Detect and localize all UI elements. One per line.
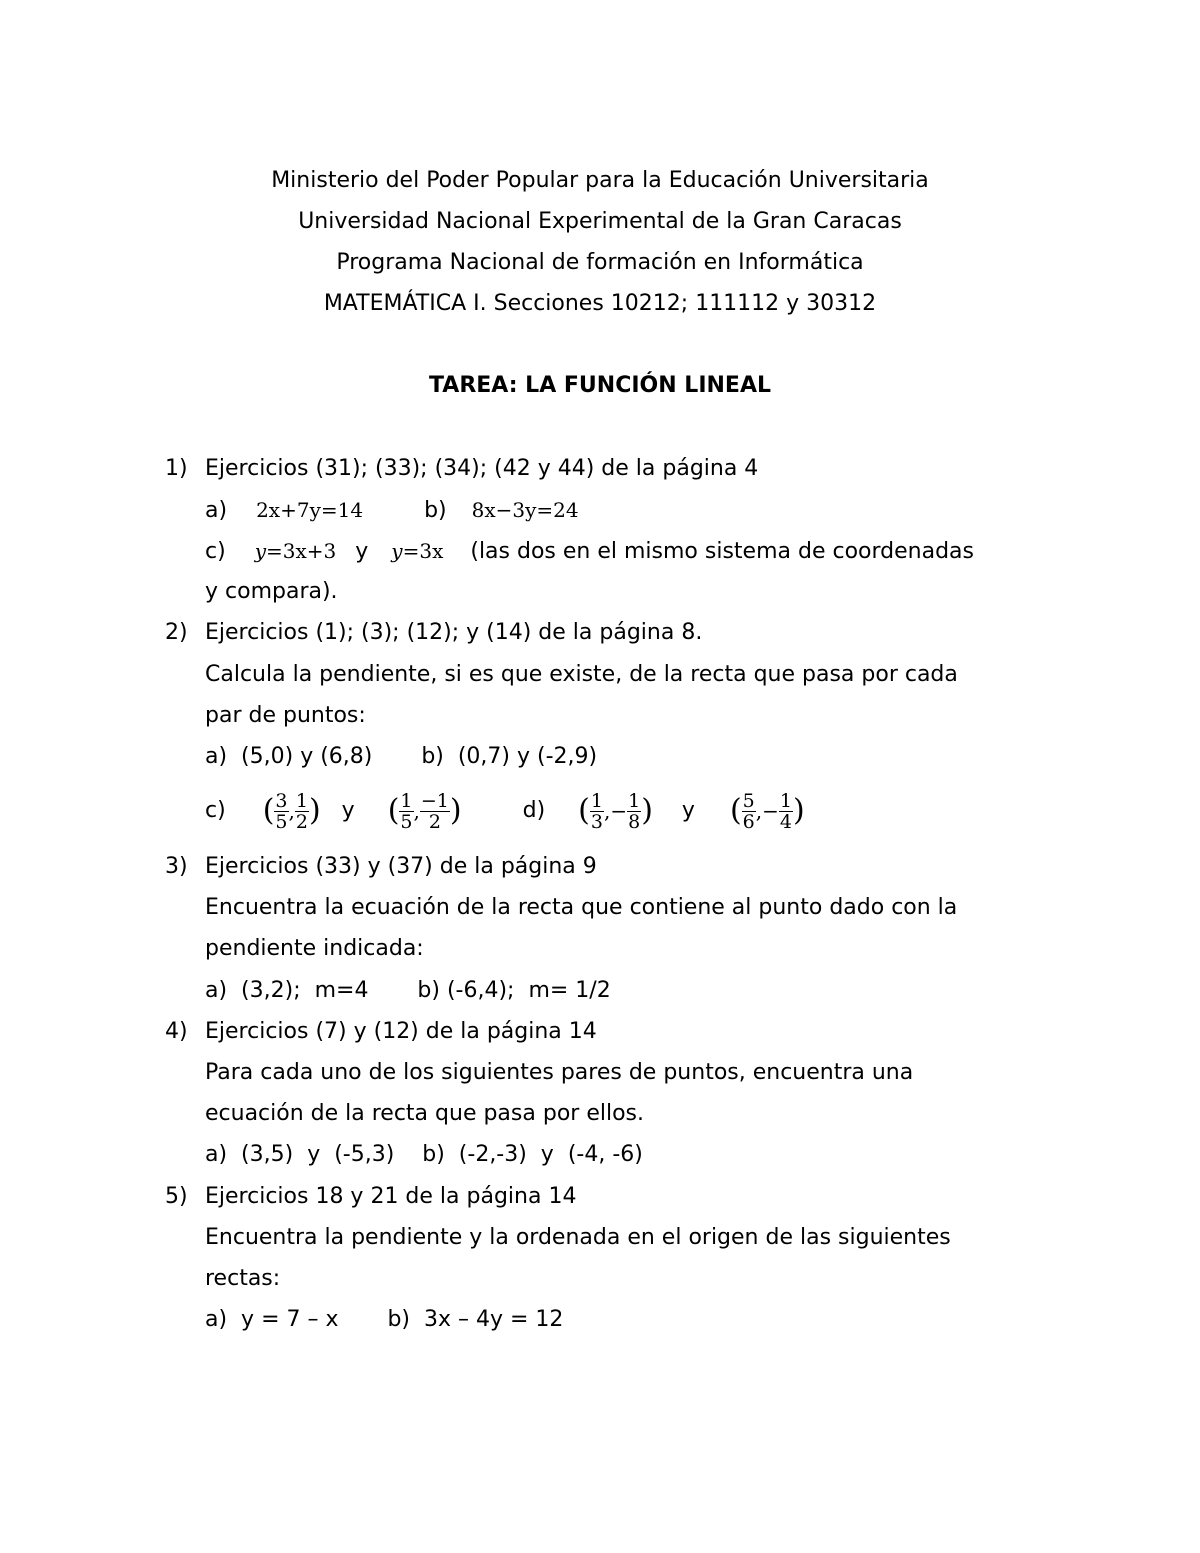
document-title: TAREA: LA FUNCIÓN LINEAL	[429, 373, 771, 398]
item-1-a-expression: 2x+7y=14	[256, 498, 364, 522]
item-4-ab-row: a) (3,5) y (-5,3) b) (-2,-3) y (-4, -6)	[205, 1142, 643, 1167]
header-university: Universidad Nacional Experimental de la Gran Caracas	[298, 209, 902, 234]
item-1-c-note: (las dos en el mismo sistema de coordenadas	[470, 539, 974, 564]
item-1-b-label: b)	[424, 498, 447, 523]
header-course: MATEMÁTICA I. Secciones 10212; 111112 y 30312	[323, 291, 877, 316]
item-2-c-point-1: ( $\frac{3}{5}$ , $\frac{1}{2}$ )	[262, 789, 321, 833]
header-program: Programa Nacional de formación en Informática	[336, 250, 864, 275]
item-2-description: Calcula la pendiente, si es que existe, de la recta que pasa por cada	[205, 662, 958, 687]
item-3-ab-row: a) (3,2); m=4 b) (-6,4); m= 1/2	[205, 978, 611, 1003]
item-2-number: 2)	[165, 620, 188, 645]
item-1-c-row	[205, 536, 974, 567]
item-4-heading: Ejercicios (7) y (12) de la página 14	[205, 1019, 597, 1044]
item-3-heading: Ejercicios (33) y (37) de la página 9	[205, 854, 597, 879]
item-2-d-join: y	[681, 798, 695, 823]
item-3-number: 3)	[165, 854, 188, 879]
item-1-ab-row	[205, 495, 579, 526]
item-5-heading: Ejercicios 18 y 21 de la página 14	[205, 1184, 577, 1209]
item-1-number: 1)	[165, 456, 188, 481]
item-1-c-note-cont: y compara).	[205, 579, 338, 604]
item-1-c-expr2-var: y	[391, 539, 403, 563]
item-1-c-label: c)	[205, 539, 226, 564]
item-4-description-cont: ecuación de la recta que pasa por ellos.	[205, 1101, 644, 1126]
item-4-description: Para cada uno de los siguientes pares de puntos, encuentra una	[205, 1060, 914, 1085]
item-3-description-cont: pendiente indicada:	[205, 936, 424, 961]
item-2-heading: Ejercicios (1); (3); (12); y (14) de la página 8.	[205, 620, 703, 645]
item-2-ab-row: a) (5,0) y (6,8) b) (0,7) y (-2,9)	[205, 744, 598, 769]
item-1-c-expr1: =3x+3	[266, 539, 337, 563]
item-1-heading: Ejercicios (31); (33); (34); (42 y 44) de la página 4	[205, 456, 759, 481]
item-2-d-label: d)	[522, 798, 546, 823]
header-ministry: Ministerio del Poder Popular para la Educación Universitaria	[271, 168, 929, 193]
item-5-description-cont: rectas:	[205, 1266, 281, 1291]
item-1-c-expr2: =3x	[402, 539, 444, 563]
item-5-number: 5)	[165, 1184, 188, 1209]
item-2-c-join: y	[341, 798, 355, 823]
item-5-description: Encuentra la pendiente y la ordenada en el origen de las siguientes	[205, 1225, 951, 1250]
item-1-c-join: y	[355, 539, 369, 564]
item-2-description-cont: par de puntos:	[205, 703, 366, 728]
item-1-a-label: a)	[205, 498, 228, 523]
item-1-b-expression: 8x−3y=24	[471, 498, 579, 522]
item-2-c-point-2: ( $\frac{1}{5}$ , $\frac{-1}{2}$ )	[387, 789, 462, 833]
item-2-d-point-1: ( $\frac{1}{3}$ ,− $\frac{1}{8}$ )	[578, 789, 653, 833]
item-1-c-expr1-var: y	[254, 539, 266, 563]
item-3-description: Encuentra la ecuación de la recta que contiene al punto dado con la	[205, 895, 958, 920]
item-2-d-point-2: ( $\frac{5}{6}$ ,− $\frac{1}{4}$ )	[729, 789, 805, 833]
item-5-ab-row: a) y = 7 – x b) 3x – 4y = 12	[205, 1307, 564, 1332]
item-2-c-label: c)	[205, 798, 226, 823]
item-2-cd-row	[205, 786, 805, 836]
item-4-number: 4)	[165, 1019, 188, 1044]
